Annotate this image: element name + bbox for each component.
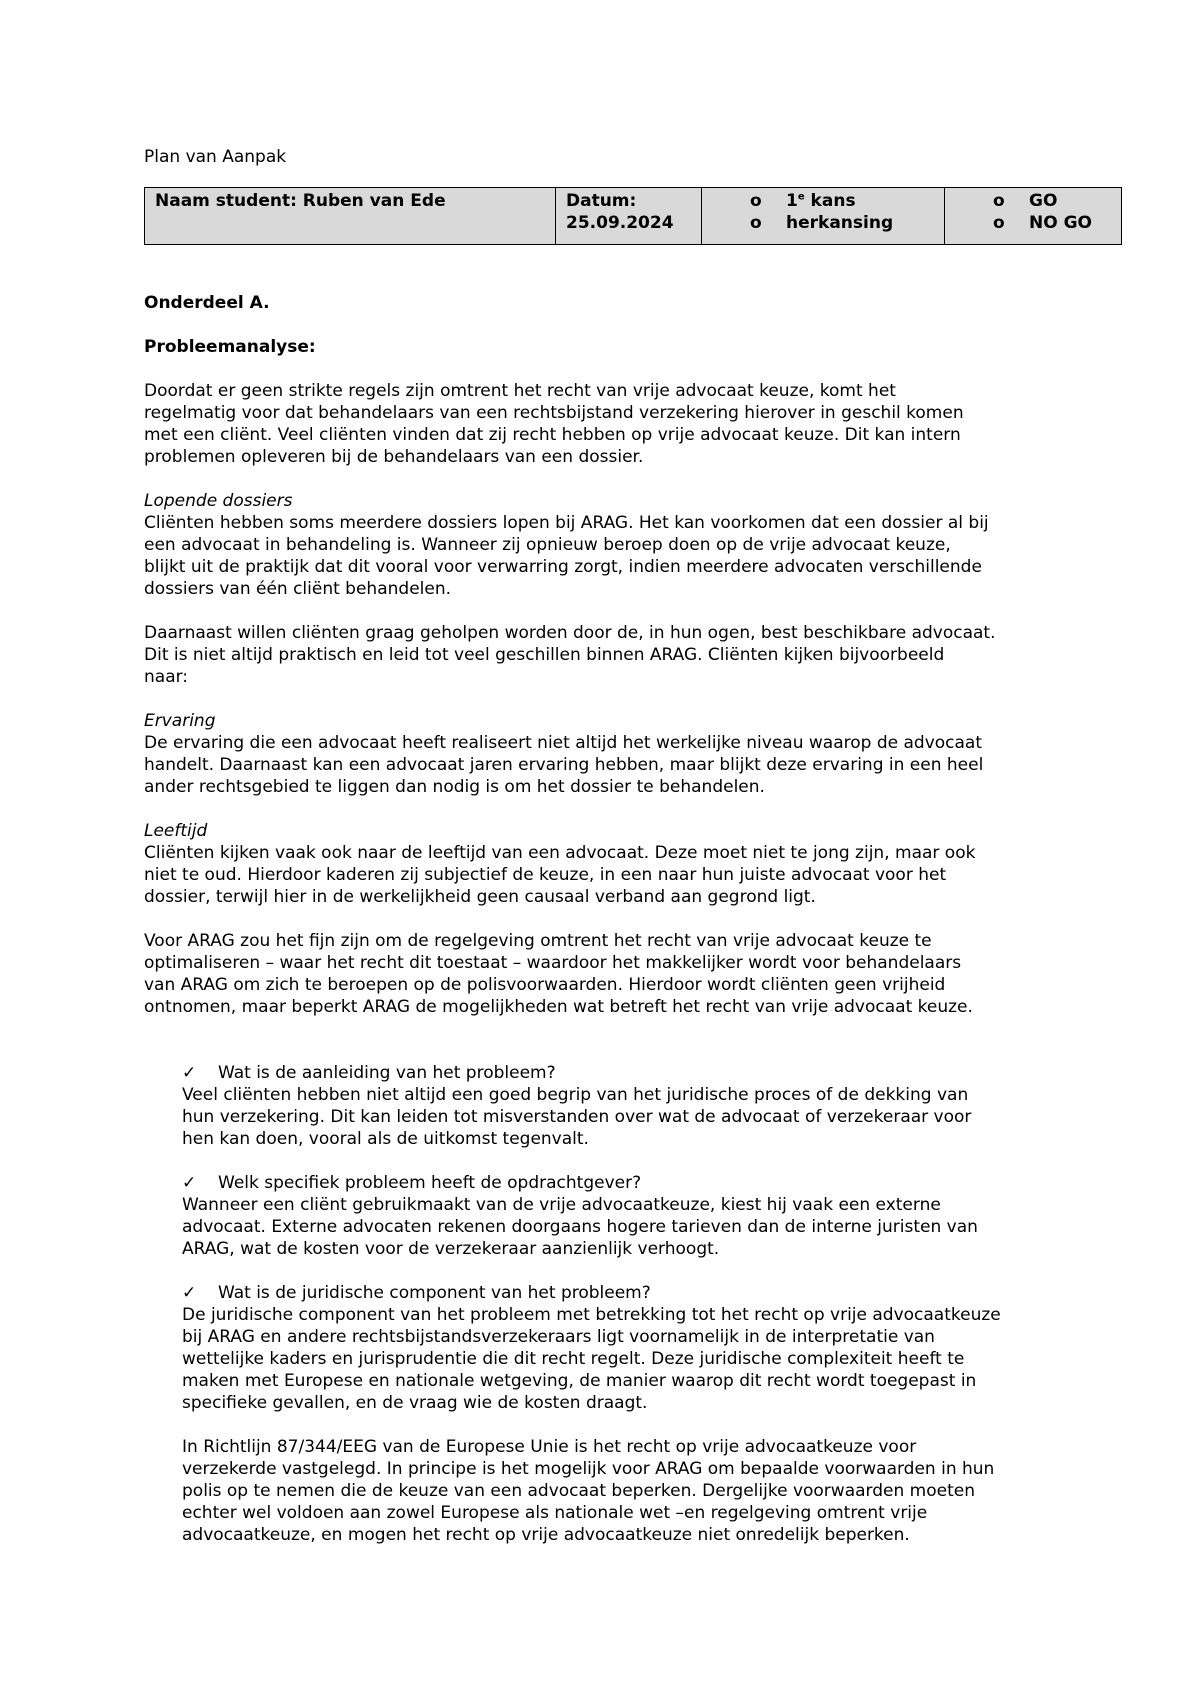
question-1 [144, 1062, 1104, 1084]
student-header-table [144, 187, 1122, 245]
section-heading: Onderdeel A. [144, 293, 270, 313]
option-resit[interactable]: herkansing [786, 213, 894, 233]
leeftijd-heading: Leeftijd [144, 821, 208, 841]
subsection-heading: Probleemanalyse: [144, 337, 316, 357]
answer-3: De juridische component van het probleem met betrekking tot het recht op vrije advocaatkeuze bij ARAG en andere rechtsbijstandsverzekeraars ligt voornamelijk in de interpretatie van wettelijke kaders en jurisprudentie die dit recht regelt. Deze juridische complexiteit heeft te maken met Europese en nationale wetgeving, de manier waarop dit recht wordt toegepast in specifieke gevallen, en de vraag wie de kosten draagt. [182, 1305, 1001, 1413]
checkmark-icon: ✓ [182, 1063, 197, 1083]
result-cell [945, 188, 1122, 245]
option-no-go[interactable]: NO GO [1029, 213, 1093, 233]
date-cell [556, 188, 702, 245]
answer-1: Veel cliënten hebben niet altijd een goed begrip van het juridische proces of de dekking van hun verzekering. Dit kan leiden tot misverstanden over wat de advocaat of verzekeraar voor hen kan doen, vooral als de uitkomst tegenvalt. [182, 1085, 972, 1149]
document-body [144, 292, 1104, 1546]
option-first-attempt[interactable]: 1e kans [786, 191, 856, 211]
question-1-text: Wat is de aanleiding van het probleem? [218, 1063, 556, 1083]
question-2 [144, 1172, 1104, 1194]
option-bullet: o [993, 213, 1005, 233]
para-intro: Doordat er geen strikte regels zijn omtrent het recht van vrije advocaat keuze, komt het regelmatig voor dat behandelaars van een rechtsbijstand verzekering hierover in geschil komen met een cliënt. Veel cliënten vinden dat zij recht hebben op vrije advocaat keuze. Dit kan intern problemen opleveren bij de behandelaars van een dossier. [144, 381, 964, 467]
para-ervaring: De ervaring die een advocaat heeft realiseert niet altijd het werkelijke niveau waarop de advocaat handelt. Daarnaast kan een advocaat jaren ervaring hebben, maar blijkt deze ervaring in een heel ander rechtsgebied te liggen dan nodig is om het dossier te behandelen. [144, 733, 984, 797]
para-voor-arag: Voor ARAG zou het fijn zijn om de regelgeving omtrent het recht van vrije advocaat keuze te optimaliseren – waar het recht dit toestaat – waardoor het makkelijker wordt voor behandelaars van ARAG om zich te beroepen op de polisvoorwaarden. Hierdoor wordt cliënten geen vrijheid ontnomen, maar beperkt ARAG de mogelijkheden wat betreft het recht van vrije advocaat keuze. [144, 931, 973, 1017]
question-2-text: Welk specifiek probleem heeft de opdrachtgever? [218, 1173, 642, 1193]
ervaring-heading: Ervaring [144, 711, 216, 731]
option-bullet: o [993, 191, 1005, 211]
document-title: Plan van Aanpak [144, 147, 287, 167]
option-go[interactable]: GO [1029, 191, 1058, 211]
answer-2: Wanneer een cliënt gebruikmaakt van de vrije advocaatkeuze, kiest hij vaak een externe advocaat. Externe advocaten rekenen doorgaans hogere tarieven dan de interne juristen van ARAG, wat de kosten voor de verzekeraar aanzienlijk verhoogt. [182, 1195, 978, 1259]
date-value: 25.09.2024 [566, 213, 674, 233]
question-3 [144, 1282, 1104, 1304]
para-leeftijd: Cliënten kijken vaak ook naar de leeftijd van een advocaat. Deze moet niet te jong zijn, maar ook niet te oud. Hierdoor kaderen zij subjectief de keuze, in een naar hun juiste advocaat voor het dossier, terwijl hier in de werkelijkheid geen causaal verband aan gegrond ligt. [144, 843, 976, 907]
answer-3-continued: In Richtlijn 87/344/EEG van de Europese Unie is het recht op vrije advocaatkeuze voor verzekerde vastgelegd. In principe is het mogelijk voor ARAG om bepaalde voorwaarden in hun polis op te nemen die de keuze van een advocaat beperken. Dergelijke voorwaarden moeten echter wel voldoen aan zowel Europese als nationale wet –en regelgeving omtrent vrije advocaatkeuze, en mogen het recht op vrije advocaatkeuze niet onredelijk beperken. [182, 1437, 995, 1545]
student-name-cell: Naam student: Ruben van Ede [145, 188, 556, 245]
question-3-text: Wat is de juridische component van het probleem? [218, 1283, 651, 1303]
lopende-dossiers-heading: Lopende dossiers [144, 491, 293, 511]
option-bullet: o [750, 191, 762, 211]
option-bullet: o [750, 213, 762, 233]
para-daarnaast: Daarnaast willen cliënten graag geholpen worden door de, in hun ogen, best beschikbare advocaat. Dit is niet altijd praktisch en leid tot veel geschillen binnen ARAG. Cliënten kijken bijvoorbeeld naar: [144, 623, 996, 687]
para-lopende: Cliënten hebben soms meerdere dossiers lopen bij ARAG. Het kan voorkomen dat een dossier al bij een advocaat in behandeling is. Wanneer zij opnieuw beroep doen op de vrije advocaat keuze, blijkt uit de praktijk dat dit vooral voor verwarring zorgt, indien meerdere advocaten verschillende dossiers van één cliënt behandelen. [144, 513, 989, 599]
date-label: Datum: [566, 191, 637, 211]
checkmark-icon: ✓ [182, 1283, 197, 1303]
attempt-cell [702, 188, 945, 245]
checkmark-icon: ✓ [182, 1173, 197, 1193]
